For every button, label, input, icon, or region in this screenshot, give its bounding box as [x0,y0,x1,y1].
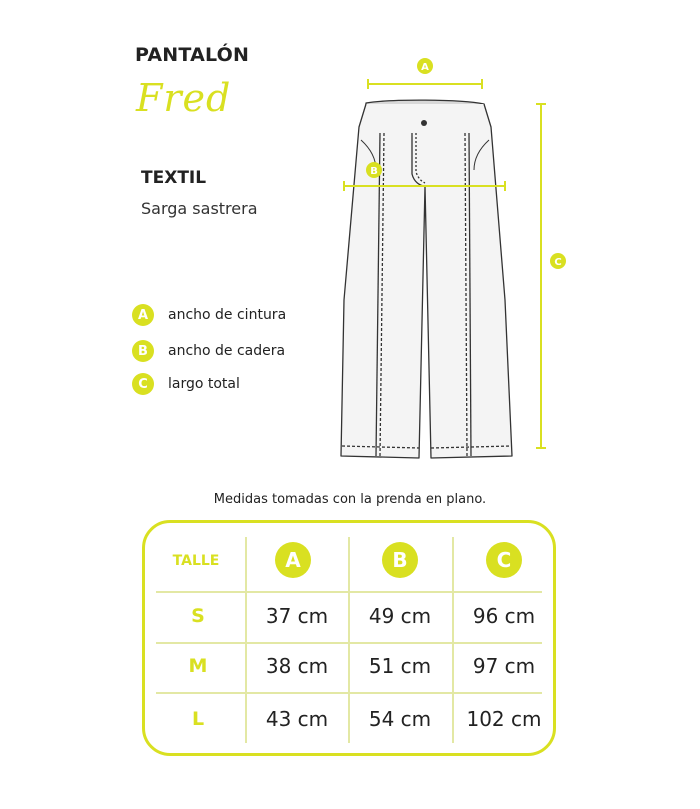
measurement-note: Medidas tomadas con la prenda en plano. [213,492,487,507]
legend-label-b: ancho de cadera [168,343,286,359]
size-column-header: TALLE [172,553,220,569]
table-divider-h2 [156,642,542,644]
cell-m-c: 97 cm [472,654,536,678]
size-label-m: M [188,655,208,677]
measure-line-a [368,79,482,89]
legend-label-c: largo total [168,376,240,392]
button-icon [421,120,427,126]
product-name: Fred [136,76,232,120]
column-header-b: B [382,542,418,578]
legend-badge-a: A [132,304,154,326]
product-type: PANTALÓN [135,44,250,66]
legend-badge-b: B [132,340,154,362]
size-label-s: S [191,605,205,627]
cell-s-b: 49 cm [368,604,432,628]
cell-l-a: 43 cm [265,707,329,731]
column-header-a: A [275,542,311,578]
measure-line-c [536,104,546,448]
size-label-l: L [191,708,205,730]
textile-heading: TEXTIL [141,168,207,188]
table-divider-h1 [156,591,542,593]
cell-s-a: 37 cm [265,604,329,628]
table-divider-h3 [156,692,542,694]
column-header-c: C [486,542,522,578]
measure-label-b: B [370,166,378,177]
legend-badge-c: C [132,373,154,395]
cell-m-b: 51 cm [368,654,432,678]
trousers-drawing [341,100,512,458]
cell-s-c: 96 cm [472,604,536,628]
measure-label-c: C [554,257,562,268]
textile-value: Sarga sastrera [141,199,258,218]
legend-label-a: ancho de cintura [168,307,287,323]
cell-m-a: 38 cm [265,654,329,678]
cell-l-c: 102 cm [466,707,542,731]
measure-label-a: A [421,62,429,73]
cell-l-b: 54 cm [368,707,432,731]
